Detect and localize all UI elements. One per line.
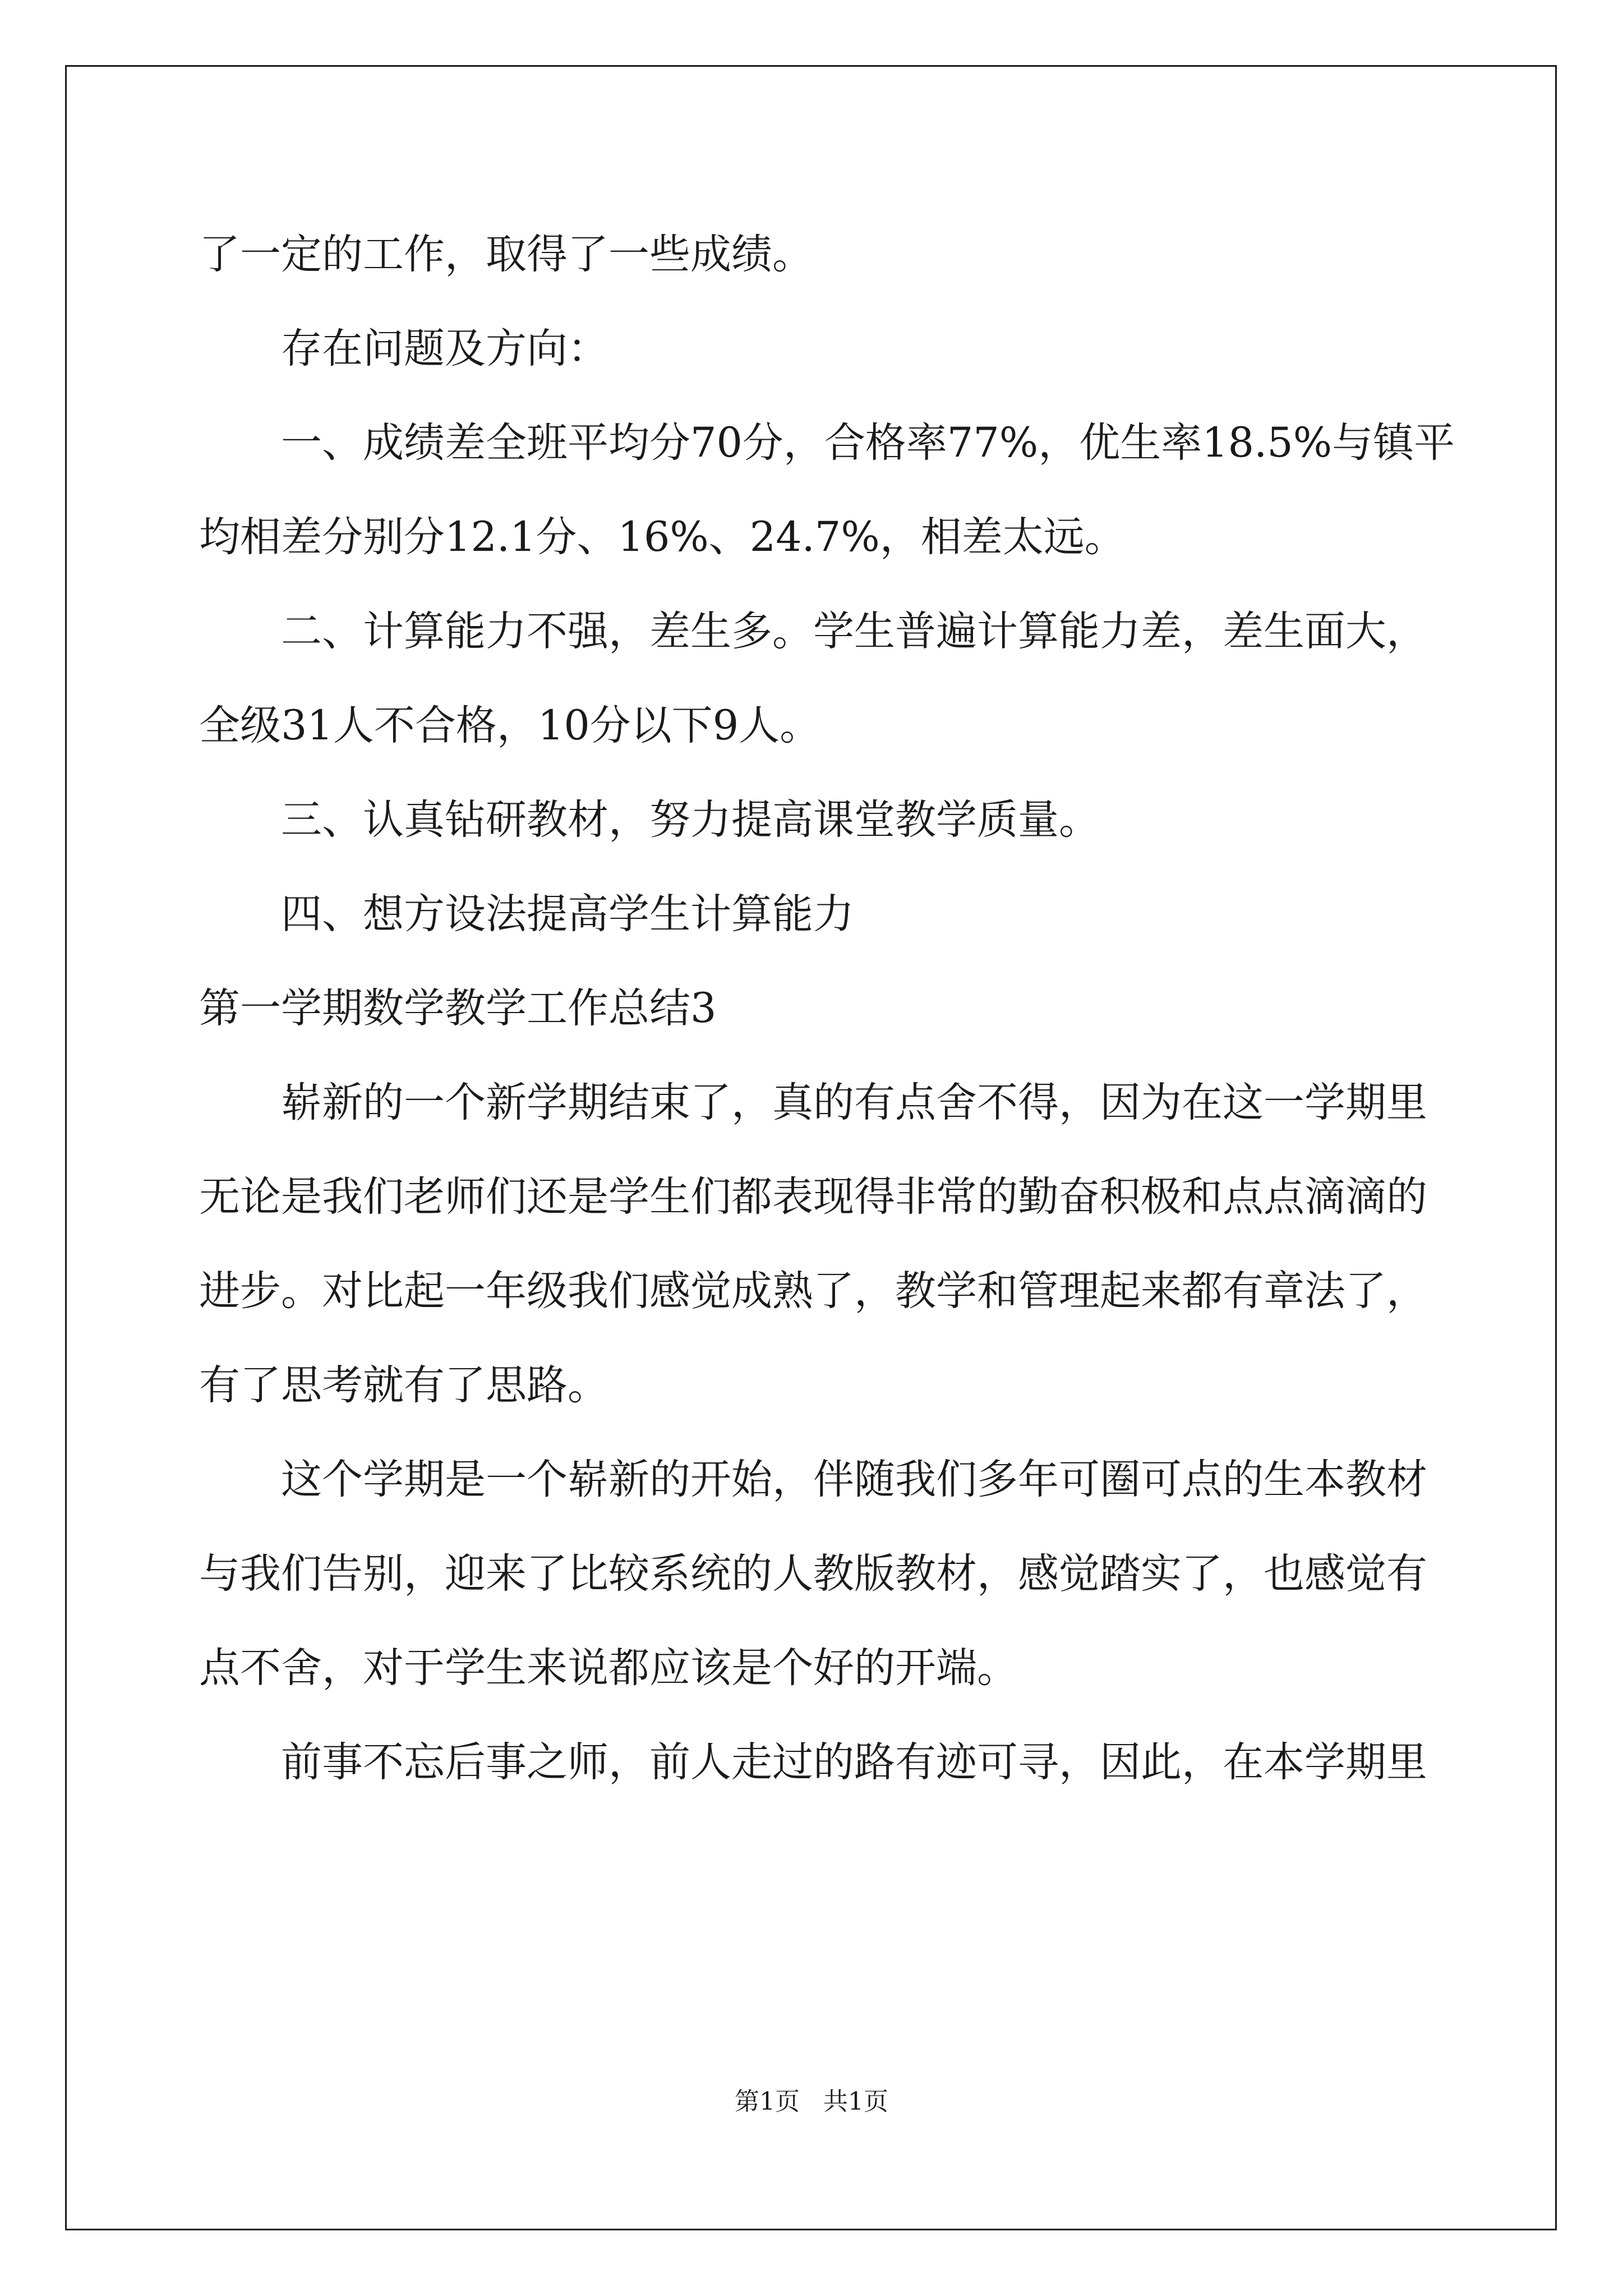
text-line: 二 、 计 算 能 力 不 强 ， 差 生 多 。 学 生 普 遍 计 算 能 力 差 ， 差 生 面 大 ， [281,608,1427,655]
text-line: 全级31人不合格，10分以下9人。 [199,702,821,749]
text-line: 一 、 成 绩 差 全 班 平 均 分 7 0 分 ， 合 格 率 7 7 % ， 优 生 率 1 8 . 5 % 与 镇 平 [281,419,1455,467]
text-line: 三、认真钻研教材，努力提高课堂教学质量。 [281,796,1100,844]
text-line: 崭 新 的 一 个 新 学 期 结 束 了 ， 真 的 有 点 舍 不 得 ， 因 为 在 这 一 学 期 里 [281,1079,1427,1126]
text-line: 有了思考就有了思路。 [199,1361,608,1409]
text-line: 点不舍，对于学生来说都应该是个好的开端。 [199,1644,1018,1692]
text-line: 前 事 不 忘 后 事 之 师 ， 前 人 走 过 的 路 有 迹 可 寻 ， 因 此 ， 在 本 学 期 里 [281,1738,1427,1786]
text-line: 第一学期数学教学工作总结3 [199,984,717,1032]
text-line: 与 我 们 告 别 ， 迎 来 了 比 较 系 统 的 人 教 版 教 材 ， 感 觉 踏 实 了 ， 也 感 觉 有 [199,1550,1427,1598]
text-line: 无 论 是 我 们 老 师 们 还 是 学 生 们 都 表 现 得 非 常 的 勤 奋 积 极 和 点 点 滴 滴 的 [199,1173,1427,1221]
page-footer: 第1页 共1页 [735,2087,888,2116]
text-line: 存在问题及方向： [281,325,608,372]
text-line: 了一定的工作，取得了一些成绩。 [199,231,813,278]
text-line: 均相差分别分12.1分、16%、24.7%，相差太远。 [199,513,1126,561]
text-line: 进 步 。 对 比 起 一 年 级 我 们 感 觉 成 熟 了 ， 教 学 和 管 理 起 来 都 有 章 法 了 ， [199,1267,1427,1315]
text-line: 这 个 学 期 是 一 个 崭 新 的 开 始 ， 伴 随 我 们 多 年 可 圈 可 点 的 生 本 教 材 [281,1456,1427,1503]
text-line: 四、想方设法提高学生计算能力 [281,890,854,938]
document-body [199,208,1455,1810]
